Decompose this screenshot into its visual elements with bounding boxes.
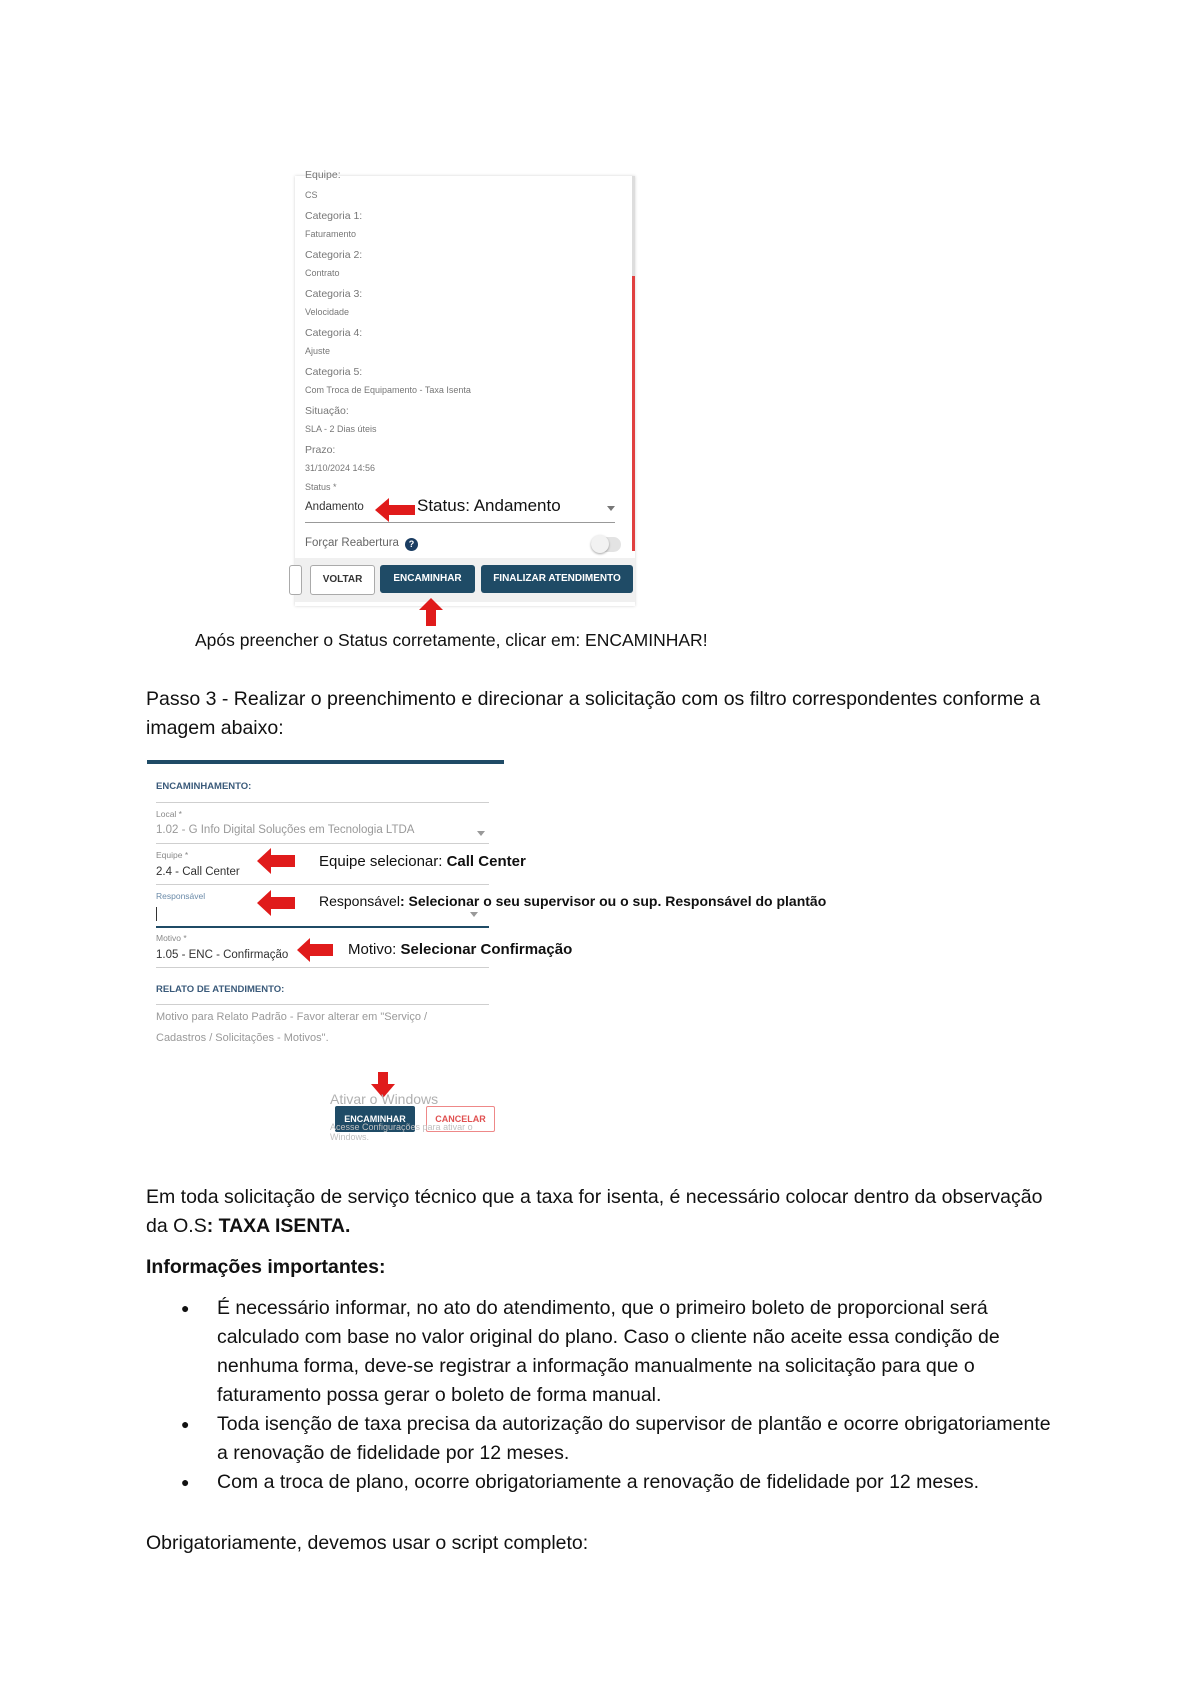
taxa-isenta-paragraph <box>146 1183 1066 1241</box>
list-item <box>175 1294 1055 1410</box>
responsavel-annotation-prefix: Responsável <box>319 893 400 909</box>
relato-title: RELATO DE ATENDIMENTO: <box>156 984 285 995</box>
motivo-underline <box>156 967 489 968</box>
bullet-text: Toda isenção de taxa precisa da autorização do supervisor de plantão e ocorre obrigatoriamente a renovação de fidelidade por 12 meses. <box>217 1413 1051 1464</box>
passo3-paragraph: Passo 3 - Realizar o preenchimento e direcionar a solicitação com os filtro correspondentes conforme a imagem abaixo: <box>146 688 1041 739</box>
field-label-categoria-3: Categoria 3: <box>305 288 363 300</box>
status-label: Status * <box>305 482 337 492</box>
motivo-label: Motivo * <box>156 933 187 943</box>
responsavel-annotation <box>319 893 826 909</box>
field-value-situacao: SLA - 2 Dias úteis <box>305 424 377 434</box>
equipe-underline <box>156 884 489 885</box>
field-label-categoria-2: Categoria 2: <box>305 249 363 261</box>
field-value-categoria-5: Com Troca de Equipamento - Taxa Isenta <box>305 385 471 395</box>
bullet-icon: ● <box>181 1416 190 1432</box>
forcar-reabertura-label: Forçar Reabertura <box>305 537 399 549</box>
equipe-annotation-bold: Call Center <box>446 853 526 870</box>
field-value-categoria-3: Velocidade <box>305 307 350 317</box>
divider <box>156 1004 489 1005</box>
bullet-text: É necessário informar, no ato do atendimento, que o primeiro boleto de proporcional será calculado com base no valor original do plano. Caso o cliente não aceite essa condição de nenhuma forma, deve-se registrar a informação manualmente na solicitação para que o faturamento possa gerar o boleto de forma manual. <box>217 1297 1000 1406</box>
red-arrow-left-icon <box>257 848 295 874</box>
voltar-button[interactable]: VOLTAR <box>310 565 375 595</box>
status-select-underline <box>305 522 615 523</box>
responsavel-label: Responsável <box>156 891 206 901</box>
taxa-isenta-text: Em toda solicitação de serviço técnico que a taxa for isenta, é necessário colocar dentro da observação da O.S <box>146 1186 1043 1237</box>
status-annotation: Status: Andamento <box>417 496 561 515</box>
scrollbar-thumb[interactable] <box>632 276 635 551</box>
info-heading: Informações importantes: <box>146 1256 386 1278</box>
equipe-label: Equipe * <box>156 850 189 860</box>
field-label-categoria-5: Categoria 5: <box>305 366 363 378</box>
motivo-annotation-prefix: Motivo: <box>348 941 401 958</box>
motivo-annotation-bold: Selecionar Confirmação <box>400 941 573 958</box>
cancelar-button[interactable]: CANCELAR <box>426 1106 495 1132</box>
field-label-prazo: Prazo: <box>305 444 336 456</box>
encaminhamento-title: ENCAMINHAMENTO: <box>156 781 252 792</box>
list-item <box>175 1468 1055 1497</box>
relato-text[interactable]: Motivo para Relato Padrão - Favor alterar em "Serviço / Cadastros / Solicitações - Motivos". <box>156 1011 428 1044</box>
chevron-down-icon[interactable] <box>477 831 485 836</box>
bullet-text: Com a troca de plano, ocorre obrigatoriamente a renovação de fidelidade por 12 meses. <box>217 1471 980 1493</box>
field-label-categoria-1: Categoria 1: <box>305 210 363 222</box>
field-value-prazo: 31/10/2024 14:56 <box>305 463 376 473</box>
closing-paragraph: Obrigatoriamente, devemos usar o script completo: <box>146 1532 589 1554</box>
motivo-select[interactable]: 1.05 - ENC - Confirmação <box>156 949 289 961</box>
equipe-annotation-prefix: Equipe selecionar: <box>319 853 447 870</box>
field-label-equipe: Equipe: <box>305 169 341 181</box>
status-select[interactable]: Andamento <box>305 501 364 513</box>
windows-watermark-sub: Acesse Configurações para ativar o Windows. <box>330 1122 473 1142</box>
responsavel-annotation-bold: : Selecionar o seu supervisor ou o sup. Responsável do plantão <box>399 893 827 909</box>
caption-encaminhar: Após preencher o Status corretamente, clicar em: ENCAMINHAR! <box>195 630 708 650</box>
list-item <box>175 1410 1055 1468</box>
equipe-annotation <box>319 853 526 870</box>
field-value-equipe: CS <box>305 190 318 200</box>
taxa-isenta-bold: : TAXA ISENTA. <box>206 1215 351 1237</box>
motivo-annotation <box>348 941 572 958</box>
bullet-icon: ● <box>181 1474 190 1490</box>
field-label-categoria-4: Categoria 4: <box>305 327 363 339</box>
divider <box>156 802 489 803</box>
bullet-icon: ● <box>181 1300 190 1316</box>
partial-button[interactable] <box>289 565 302 595</box>
encaminhar-button[interactable]: ENCAMINHAR <box>335 1106 415 1132</box>
chevron-down-icon[interactable] <box>607 506 615 511</box>
encaminhamento-form-screenshot <box>147 760 847 1140</box>
chevron-down-icon[interactable] <box>470 912 478 917</box>
red-arrow-left-icon <box>257 890 295 916</box>
local-label: Local * <box>156 809 182 819</box>
toggle-knob[interactable] <box>591 535 609 553</box>
red-arrow-left-icon <box>375 498 415 522</box>
field-value-categoria-1: Faturamento <box>305 229 357 239</box>
red-arrow-up-icon <box>419 598 443 626</box>
field-label-situacao: Situação: <box>305 405 349 417</box>
encaminhar-button[interactable]: ENCAMINHAR <box>380 565 475 593</box>
info-bullet-list <box>175 1294 1055 1497</box>
equipe-select[interactable]: 2.4 - Call Center <box>156 866 240 878</box>
windows-watermark: Ativar o Windows <box>330 1091 439 1107</box>
field-value-categoria-2: Contrato <box>305 268 340 278</box>
status-form-screenshot <box>295 169 635 606</box>
responsavel-input-underline[interactable] <box>156 926 489 928</box>
field-value-categoria-4: Ajuste <box>305 346 331 356</box>
help-icon[interactable]: ? <box>405 538 418 551</box>
finalizar-atendimento-button[interactable]: FINALIZAR ATENDIMENTO <box>481 565 633 593</box>
local-select[interactable]: 1.02 - G Info Digital Soluções em Tecnologia LTDA <box>156 824 415 836</box>
local-underline <box>156 843 489 844</box>
text-cursor <box>156 907 157 921</box>
red-arrow-left-icon <box>297 938 333 962</box>
screenshot-top-bar <box>147 760 504 764</box>
